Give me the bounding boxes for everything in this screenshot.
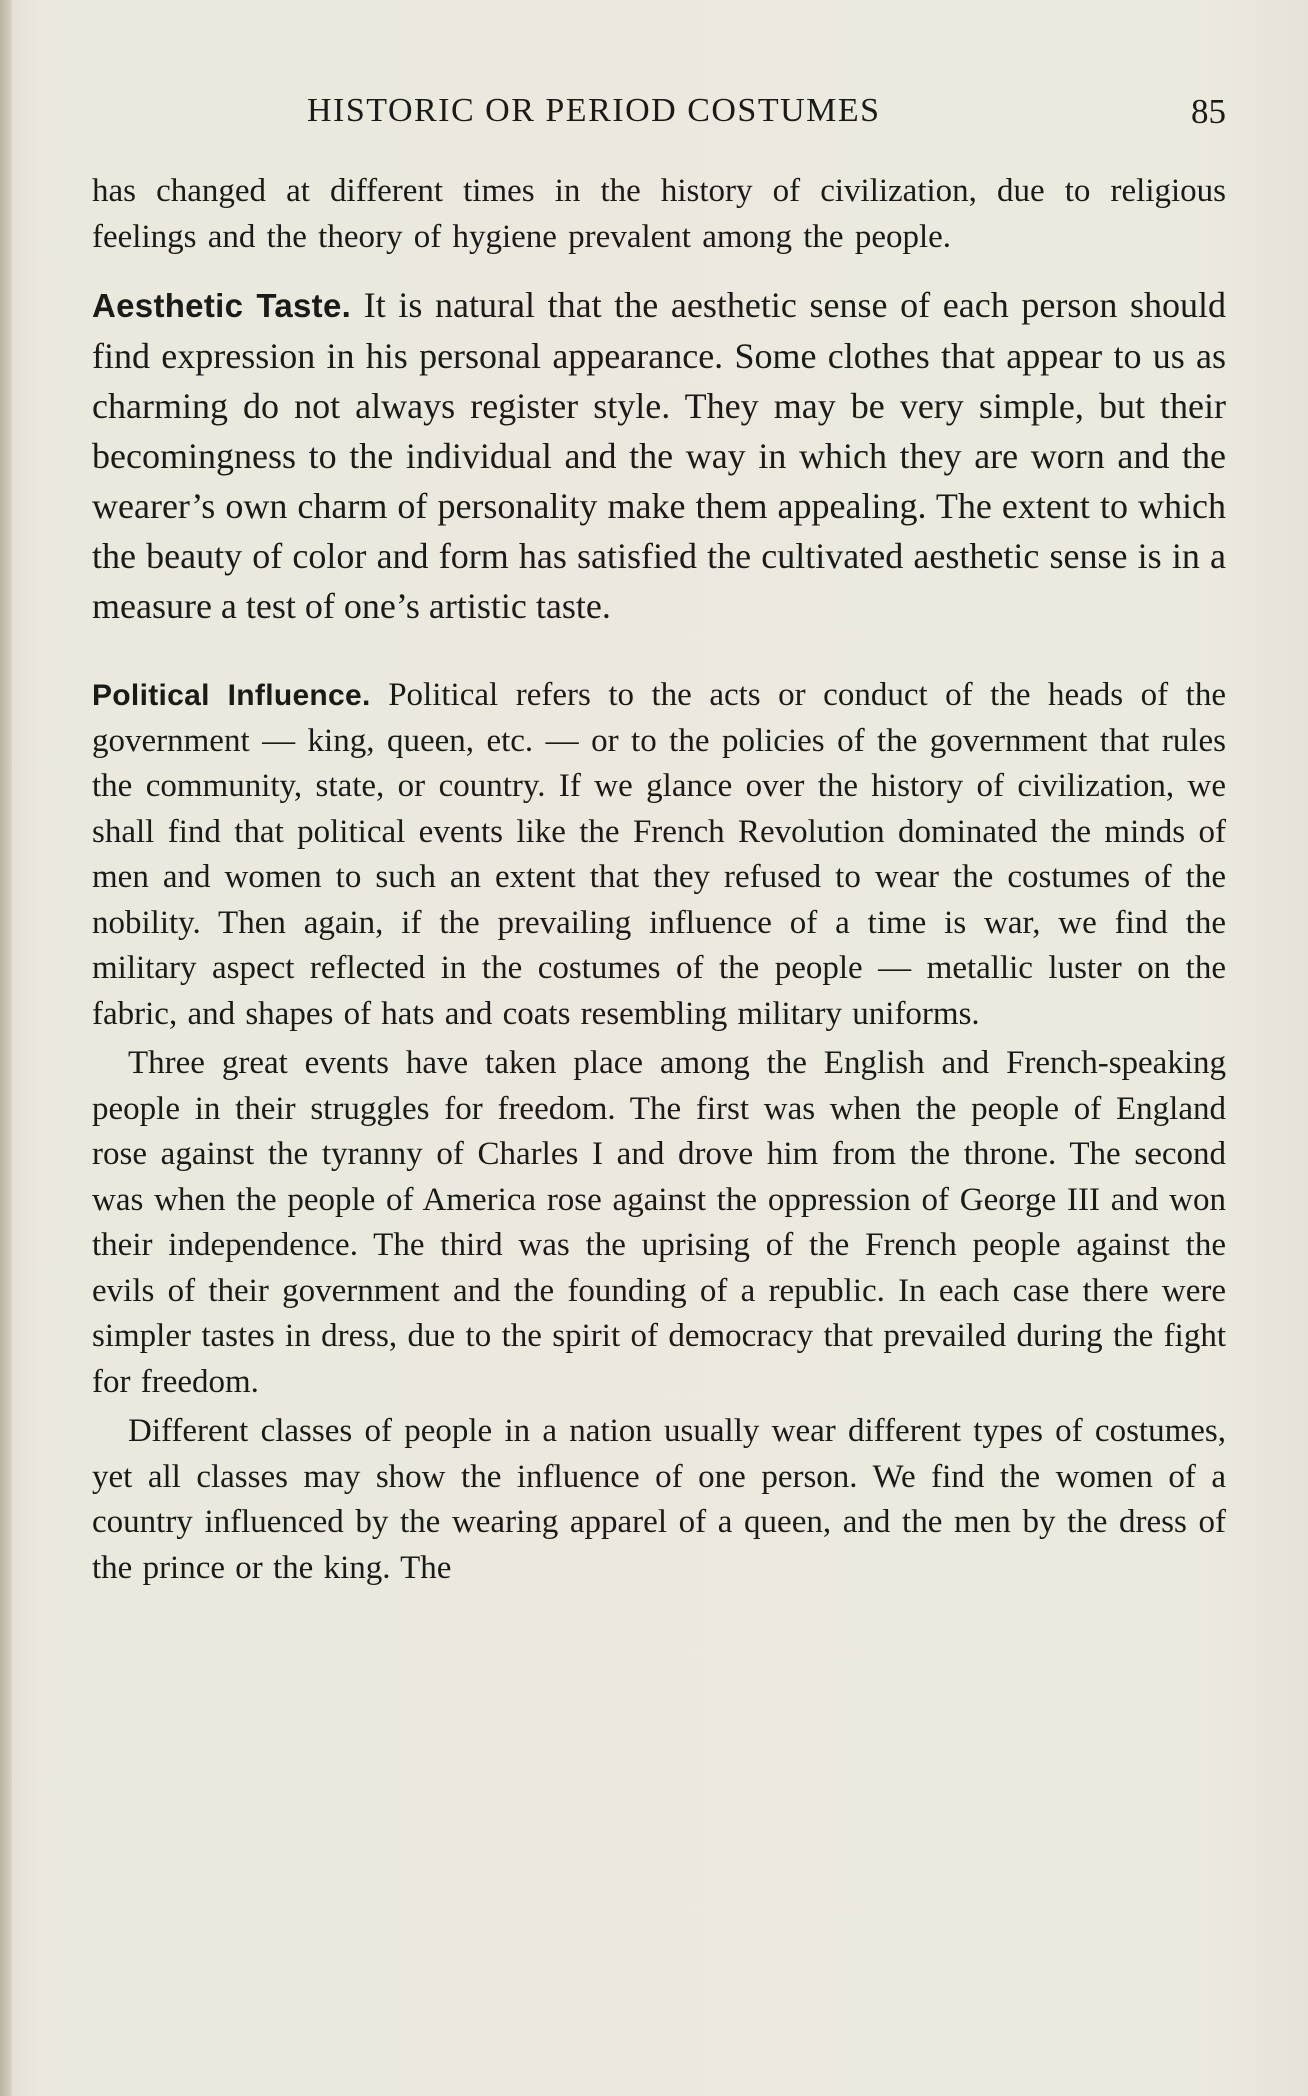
- paragraph-different-classes: Different classes of people in a nation usually wear different types of costumes, yet all classes may show the influence of one person. We find the women of a country influenced by the wearing apparel of a queen, and the men by the dress of the prince or the king. The: [92, 1413, 1226, 1586]
- running-head: HISTORIC OR PERIOD COSTUMES: [307, 92, 881, 129]
- section-heading-aesthetic-taste: Aesthetic Taste.: [92, 287, 352, 324]
- section-heading-political-influence: Political Influence.: [92, 679, 371, 712]
- paragraph-three-great-events: Three great events have taken place among the English and French-speaking people in their struggles for freedom. The first was when the people of England rose against the tyranny of Charles I and drove him from the throne. The second was when the people of America rose against the oppression of George III and won their independence. The third was the uprising of the French people against the evils of their government and the founding of a republic. In each case there were simpler tastes in dress, due to the spirit of democracy that prevailed during the fight for freedom.: [92, 1045, 1226, 1400]
- page-number: 85: [1191, 92, 1226, 131]
- paragraph-continued: has changed at different times in the history of civilization, due to religious feelings and the theory of hygiene prevalent among the people.: [92, 173, 1226, 255]
- paragraph-aesthetic-body: It is natural that the aesthetic sense of each person should find expression in his personal appearance. Some clothes that appear to us as charming do not always register style. They may be very simple, but their becomingness to the individual and the way in which they are worn and the wearer’s own charm of personality make them appealing. The extent to which the beauty of color and form has satisfied the cultivated aesthetic sense is in a measure a test of one’s artistic taste.: [92, 285, 1226, 626]
- paragraph-political-influence: [92, 673, 1226, 1037]
- page-header: [92, 92, 1226, 148]
- paragraph-aesthetic-taste: [92, 280, 1226, 631]
- page-gutter-shadow: [0, 0, 12, 2096]
- paragraph-political-body: Political refers to the acts or conduct of the heads of the government — king, queen, etc. — or to the policies of the government that rules the community, state, or country. If we glance over the history of civilization, we shall find that political events like the French Revolution dominated the minds of men and women to such an extent that they refused to wear the costumes of the nobility. Then again, if the prevailing influence of a time is war, we find the military aspect reflected in the costumes of the people — metallic luster on the fabric, and shapes of hats and coats resembling military uniforms.: [92, 677, 1226, 1032]
- page-body: [92, 168, 1226, 1591]
